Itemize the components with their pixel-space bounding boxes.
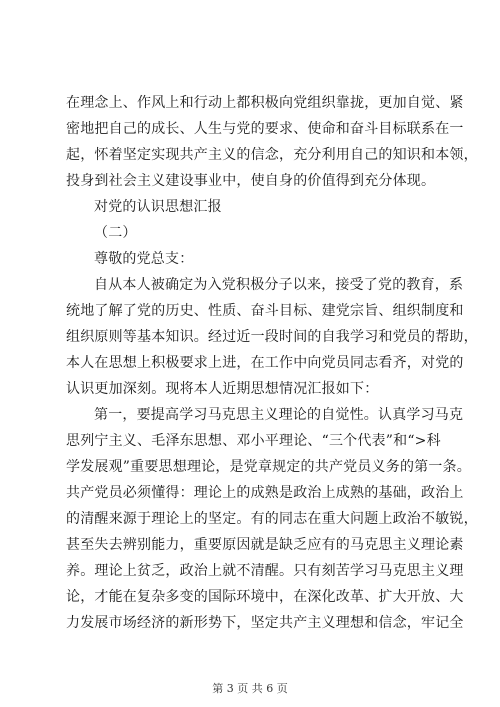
text-line: 甚至失去辨别能力，重要原因就是缺乏应有的马克思主义理论素 [66,537,464,553]
text-line: 认识更加深刻。现将本人近期思想情况汇报如下： [66,381,379,397]
page-number-footer: 第 3 页 共 6 页 [212,682,288,695]
text-line: 学发展观”重要思想理论，是党章规定的共产党员义务的第一条。 [66,459,471,475]
text-line: （二） [94,225,137,241]
document-body [66,90,478,636]
text-line: 养。理论上贫乏，政治上就不清醒。只有刻苦学习马克思主义理 [66,563,464,579]
text-line: 的清醒来源于理论上的坚定。有的同志在重大问题上政治不敏锐， [66,511,478,527]
text-line: 密地把自己的成长、人生与党的要求、使命和奋斗目标联系在一 [66,121,464,137]
text-line: 统地了解了党的历史、性质、奋斗目标、建党宗旨、组织制度和 [66,303,464,319]
text-line: 对党的认识思想汇报 [94,199,222,215]
text-line: 尊敬的党总支： [94,251,194,267]
text-line: 投身到社会主义建设事业中，使自身的价值得到充分体现。 [66,173,436,189]
text-line: 力发展市场经济的新形势下，坚定共产主义理想和信念，牢记全 [66,615,464,631]
text-line: 思列宁主义、毛泽东思想、邓小平理论、“三个代表”和“>科 [66,433,441,449]
text-line: 共产党员必须懂得：理论上的成熟是政治上成熟的基础，政治上 [66,485,464,501]
text-line: 组织原则等基本知识。经过近一段时间的自我学习和党员的帮助， [66,329,478,345]
text-line: 起，怀着坚定实现共产主义的信念，充分利用自己的知识和本领， [66,147,478,163]
text-line: 在理念上、作风上和行动上都积极向党组织靠拢，更加自觉、紧 [66,95,464,111]
text-line: 本人在思想上积极要求上进，在工作中向党员同志看齐，对党的 [66,355,464,371]
text-line: 第一，要提高学习马克思主义理论的自觉性。认真学习马克 [94,407,464,423]
text-line: 论，才能在复杂多变的国际环境中，在深化改革、扩大开放、大 [66,589,464,605]
text-line: 自从本人被确定为入党积极分子以来，接受了党的教育，系 [94,277,464,293]
